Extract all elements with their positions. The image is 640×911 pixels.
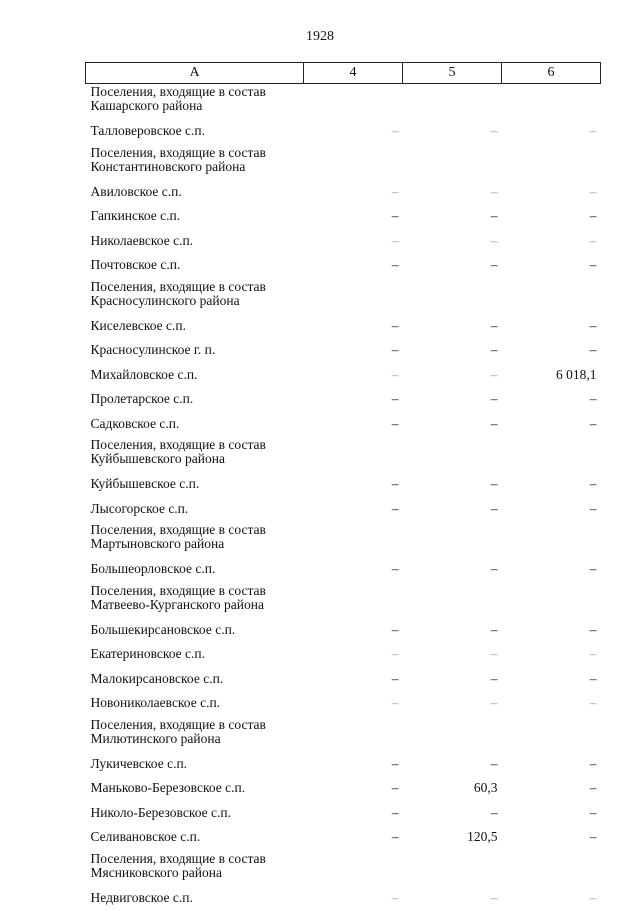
empty-cell: [304, 851, 403, 887]
value-cell-col-5: –: [403, 498, 502, 523]
group-header-label: Поселения, входящие в состав Мясниковского района: [86, 851, 304, 887]
settlement-name: Новониколаевское с.п.: [86, 692, 304, 717]
value-cell-col-4: –: [304, 887, 403, 911]
settlement-name: Маньково-Березовское с.п.: [86, 777, 304, 802]
group-header-row: [86, 583, 601, 619]
value-cell-col-5: –: [403, 643, 502, 668]
value-cell-col-4: –: [304, 473, 403, 498]
value-cell-col-6: –: [502, 254, 601, 279]
value-cell-col-5: –: [403, 802, 502, 827]
value-cell-col-6: –: [502, 777, 601, 802]
settlement-name: Николаевское с.п.: [86, 230, 304, 255]
table-row: [86, 120, 601, 145]
empty-cell: [304, 145, 403, 181]
value-cell-col-5: 60,3: [403, 777, 502, 802]
group-header-label: Поселения, входящие в состав Куйбышевского района: [86, 437, 304, 473]
empty-cell: [502, 717, 601, 753]
value-cell-col-6: 6 018,1: [502, 364, 601, 389]
table-row: [86, 692, 601, 717]
empty-cell: [502, 84, 601, 121]
value-cell-col-5: –: [403, 315, 502, 340]
value-cell-col-5: –: [403, 205, 502, 230]
table-row: [86, 777, 601, 802]
table-row: [86, 315, 601, 340]
empty-cell: [403, 522, 502, 558]
settlement-name: Киселевское с.п.: [86, 315, 304, 340]
table-row: [86, 619, 601, 644]
value-cell-col-6: –: [502, 339, 601, 364]
column-header-a: А: [86, 63, 304, 84]
value-cell-col-5: –: [403, 619, 502, 644]
empty-cell: [403, 279, 502, 315]
settlement-name: Селивановское с.п.: [86, 826, 304, 851]
value-cell-col-6: –: [502, 473, 601, 498]
value-cell-col-4: –: [304, 120, 403, 145]
empty-cell: [304, 84, 403, 121]
empty-cell: [304, 437, 403, 473]
empty-cell: [304, 522, 403, 558]
settlement-name: Екатериновское с.п.: [86, 643, 304, 668]
group-header-label: Поселения, входящие в состав Красносулинского района: [86, 279, 304, 315]
value-cell-col-5: –: [403, 753, 502, 778]
value-cell-col-5: –: [403, 887, 502, 911]
table-row: [86, 254, 601, 279]
value-cell-col-6: –: [502, 668, 601, 693]
group-header-row: [86, 717, 601, 753]
empty-cell: [304, 583, 403, 619]
value-cell-col-6: –: [502, 120, 601, 145]
group-header-row: [86, 437, 601, 473]
empty-cell: [502, 437, 601, 473]
table-header-row: [86, 63, 601, 84]
settlement-name: Лукичевское с.п.: [86, 753, 304, 778]
value-cell-col-4: –: [304, 181, 403, 206]
group-header-label: Поселения, входящие в состав Мартыновского района: [86, 522, 304, 558]
settlement-name: Авиловское с.п.: [86, 181, 304, 206]
value-cell-col-5: –: [403, 339, 502, 364]
value-cell-col-6: –: [502, 802, 601, 827]
value-cell-col-4: –: [304, 826, 403, 851]
settlement-name: Почтовское с.п.: [86, 254, 304, 279]
table-row: [86, 643, 601, 668]
empty-cell: [502, 522, 601, 558]
budget-table: [85, 62, 601, 911]
page-number: 1928: [0, 29, 640, 45]
value-cell-col-4: –: [304, 753, 403, 778]
value-cell-col-4: –: [304, 205, 403, 230]
group-header-row: [86, 522, 601, 558]
value-cell-col-4: –: [304, 413, 403, 438]
value-cell-col-4: –: [304, 668, 403, 693]
value-cell-col-6: –: [502, 413, 601, 438]
settlement-name: Садковское с.п.: [86, 413, 304, 438]
empty-cell: [304, 279, 403, 315]
table-row: [86, 413, 601, 438]
table-row: [86, 558, 601, 583]
empty-cell: [502, 145, 601, 181]
value-cell-col-5: –: [403, 413, 502, 438]
value-cell-col-6: –: [502, 643, 601, 668]
value-cell-col-5: –: [403, 692, 502, 717]
empty-cell: [403, 851, 502, 887]
settlement-name: Красносулинское г. п.: [86, 339, 304, 364]
empty-cell: [502, 851, 601, 887]
group-header-label: Поселения, входящие в состав Милютинского района: [86, 717, 304, 753]
value-cell-col-6: –: [502, 826, 601, 851]
table-body: [86, 84, 601, 911]
value-cell-col-5: –: [403, 668, 502, 693]
value-cell-col-5: –: [403, 120, 502, 145]
empty-cell: [304, 717, 403, 753]
settlement-name: Гапкинское с.п.: [86, 205, 304, 230]
empty-cell: [403, 145, 502, 181]
value-cell-col-4: –: [304, 619, 403, 644]
value-cell-col-6: –: [502, 558, 601, 583]
group-header-label: Поселения, входящие в состав Константиновского района: [86, 145, 304, 181]
table-row: [86, 230, 601, 255]
table-row: [86, 753, 601, 778]
table-row: [86, 388, 601, 413]
settlement-name: Николо-Березовское с.п.: [86, 802, 304, 827]
value-cell-col-4: –: [304, 364, 403, 389]
empty-cell: [403, 437, 502, 473]
value-cell-col-5: –: [403, 388, 502, 413]
table-row: [86, 498, 601, 523]
table-row: [86, 364, 601, 389]
value-cell-col-4: –: [304, 777, 403, 802]
empty-cell: [502, 279, 601, 315]
value-cell-col-4: –: [304, 643, 403, 668]
group-header-row: [86, 279, 601, 315]
value-cell-col-6: –: [502, 619, 601, 644]
column-header-6: 6: [502, 63, 601, 84]
group-header-row: [86, 851, 601, 887]
table-row: [86, 473, 601, 498]
value-cell-col-4: –: [304, 315, 403, 340]
value-cell-col-6: –: [502, 887, 601, 911]
value-cell-col-6: –: [502, 230, 601, 255]
value-cell-col-5: –: [403, 473, 502, 498]
value-cell-col-4: –: [304, 388, 403, 413]
value-cell-col-5: –: [403, 181, 502, 206]
settlement-name: Лысогорское с.п.: [86, 498, 304, 523]
value-cell-col-5: –: [403, 254, 502, 279]
value-cell-col-4: –: [304, 692, 403, 717]
table-row: [86, 668, 601, 693]
value-cell-col-4: –: [304, 339, 403, 364]
value-cell-col-5: –: [403, 364, 502, 389]
value-cell-col-4: –: [304, 254, 403, 279]
value-cell-col-5: –: [403, 558, 502, 583]
settlement-name: Большеорловское с.п.: [86, 558, 304, 583]
settlement-name: Малокирсановское с.п.: [86, 668, 304, 693]
empty-cell: [403, 583, 502, 619]
table-row: [86, 802, 601, 827]
group-header-row: [86, 145, 601, 181]
value-cell-col-5: –: [403, 230, 502, 255]
value-cell-col-6: –: [502, 388, 601, 413]
settlement-name: Куйбышевское с.п.: [86, 473, 304, 498]
value-cell-col-6: –: [502, 315, 601, 340]
empty-cell: [403, 717, 502, 753]
value-cell-col-5: 120,5: [403, 826, 502, 851]
table-row: [86, 181, 601, 206]
settlement-name: Недвиговское с.п.: [86, 887, 304, 911]
value-cell-col-6: –: [502, 692, 601, 717]
table-row: [86, 826, 601, 851]
value-cell-col-6: –: [502, 498, 601, 523]
group-header-label: Поселения, входящие в состав Матвеево-Курганского района: [86, 583, 304, 619]
settlement-name: Большекирсановское с.п.: [86, 619, 304, 644]
settlement-name: Талловеровское с.п.: [86, 120, 304, 145]
value-cell-col-6: –: [502, 753, 601, 778]
value-cell-col-6: –: [502, 205, 601, 230]
value-cell-col-6: –: [502, 181, 601, 206]
value-cell-col-4: –: [304, 230, 403, 255]
empty-cell: [403, 84, 502, 121]
value-cell-col-4: –: [304, 498, 403, 523]
group-header-label: Поселения, входящие в состав Кашарского района: [86, 84, 304, 121]
group-header-row: [86, 84, 601, 121]
value-cell-col-4: –: [304, 558, 403, 583]
column-header-4: 4: [304, 63, 403, 84]
column-header-5: 5: [403, 63, 502, 84]
settlement-name: Пролетарское с.п.: [86, 388, 304, 413]
table-row: [86, 887, 601, 911]
value-cell-col-4: –: [304, 802, 403, 827]
table-row: [86, 339, 601, 364]
empty-cell: [502, 583, 601, 619]
settlement-name: Михайловское с.п.: [86, 364, 304, 389]
table-row: [86, 205, 601, 230]
